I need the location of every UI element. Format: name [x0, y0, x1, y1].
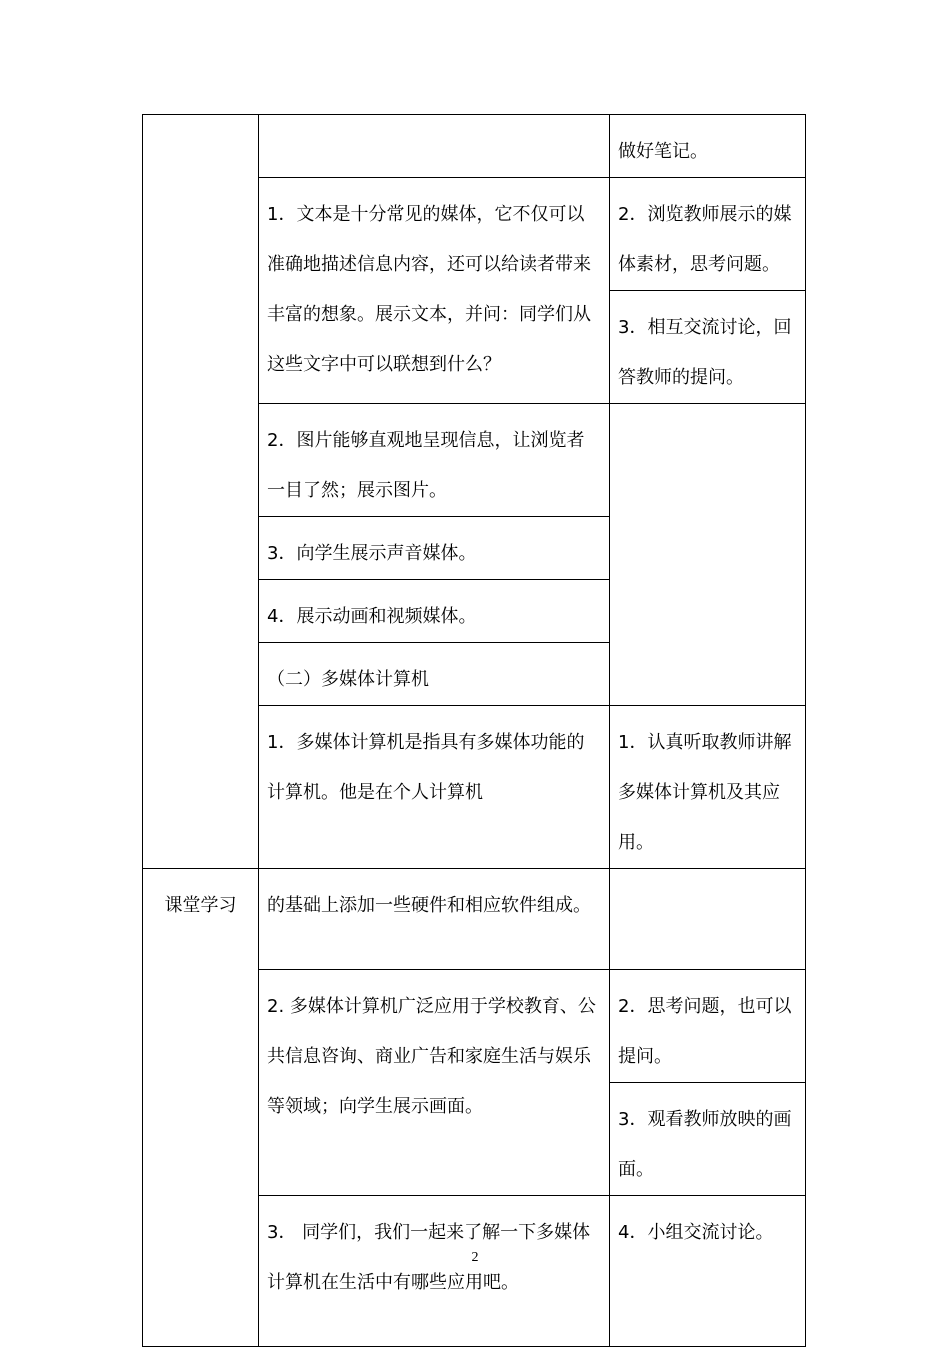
student-listen-cell	[610, 706, 806, 869]
student-watch-cell	[610, 1083, 806, 1196]
student-cell-empty	[610, 404, 806, 706]
lesson-plan-table	[142, 114, 806, 1347]
teacher-section-two-cell	[259, 643, 610, 706]
teacher-image-media-cell	[259, 404, 610, 517]
teacher-video-media-cell	[259, 580, 610, 643]
student-think: 2．思考问题，也可以提问。	[618, 996, 792, 1067]
teacher-cell-empty	[259, 115, 610, 178]
student-browse-cell	[610, 178, 806, 291]
teacher-sound-media-cell	[259, 517, 610, 580]
page-number: 2	[471, 1250, 479, 1265]
student-group: 4．小组交流讨论。	[618, 1222, 774, 1243]
student-exchange: 3．相互交流讨论，回答教师的提问。	[618, 317, 792, 388]
teacher-mm-discuss-cell	[259, 1196, 610, 1347]
student-think-cell	[610, 970, 806, 1083]
student-watch: 3．观看教师放映的画面。	[618, 1109, 792, 1180]
student-listen: 1．认真听取教师讲解多媒体计算机及其应用。	[618, 732, 792, 853]
section-cell-empty	[143, 115, 259, 869]
student-browse: 2．浏览教师展示的媒体素材，思考问题。	[618, 204, 792, 275]
student-group-cell	[610, 1196, 806, 1347]
teacher-text-media: 1．文本是十分常见的媒体，它不仅可以准确地描述信息内容，还可以给读者带来丰富的想象。展示文本，并问：同学们从这些文字中可以联想到什么？	[267, 204, 591, 375]
section-label-cell	[143, 869, 259, 1347]
section-label: 课堂学习	[164, 895, 237, 916]
student-cell-empty-2	[610, 869, 806, 970]
teacher-image-media: 2．图片能够直观地呈现信息，让浏览者一目了然；展示图片。	[267, 430, 585, 501]
teacher-text-media-cell	[259, 178, 610, 404]
teacher-mm-apps-cell	[259, 970, 610, 1196]
student-exchange-cell	[610, 291, 806, 404]
student-notes: 做好笔记。	[618, 141, 708, 162]
teacher-mm-apps: 2. 多媒体计算机广泛应用于学校教育、公共信息咨询、商业广告和家庭生活与娱乐等领域；向学生展示画面。	[267, 996, 596, 1117]
teacher-video-media: 4．展示动画和视频媒体。	[267, 606, 477, 627]
teacher-mm-definition-cont-cell	[259, 869, 610, 970]
teacher-sound-media: 3．向学生展示声音媒体。	[267, 543, 477, 564]
teacher-mm-definition-a: 1．多媒体计算机是指具有多媒体功能的计算机。他是在个人计算机	[267, 732, 585, 803]
teacher-mm-definition-cell	[259, 706, 610, 869]
teacher-mm-discuss: 3． 同学们，我们一起来了解一下多媒体计算机在生活中有哪些应用吧。	[267, 1222, 591, 1293]
student-notes-cell	[610, 115, 806, 178]
section-two-heading: （二）多媒体计算机	[267, 669, 429, 690]
teacher-mm-definition-b: 的基础上添加一些硬件和相应软件组成。	[267, 895, 591, 916]
